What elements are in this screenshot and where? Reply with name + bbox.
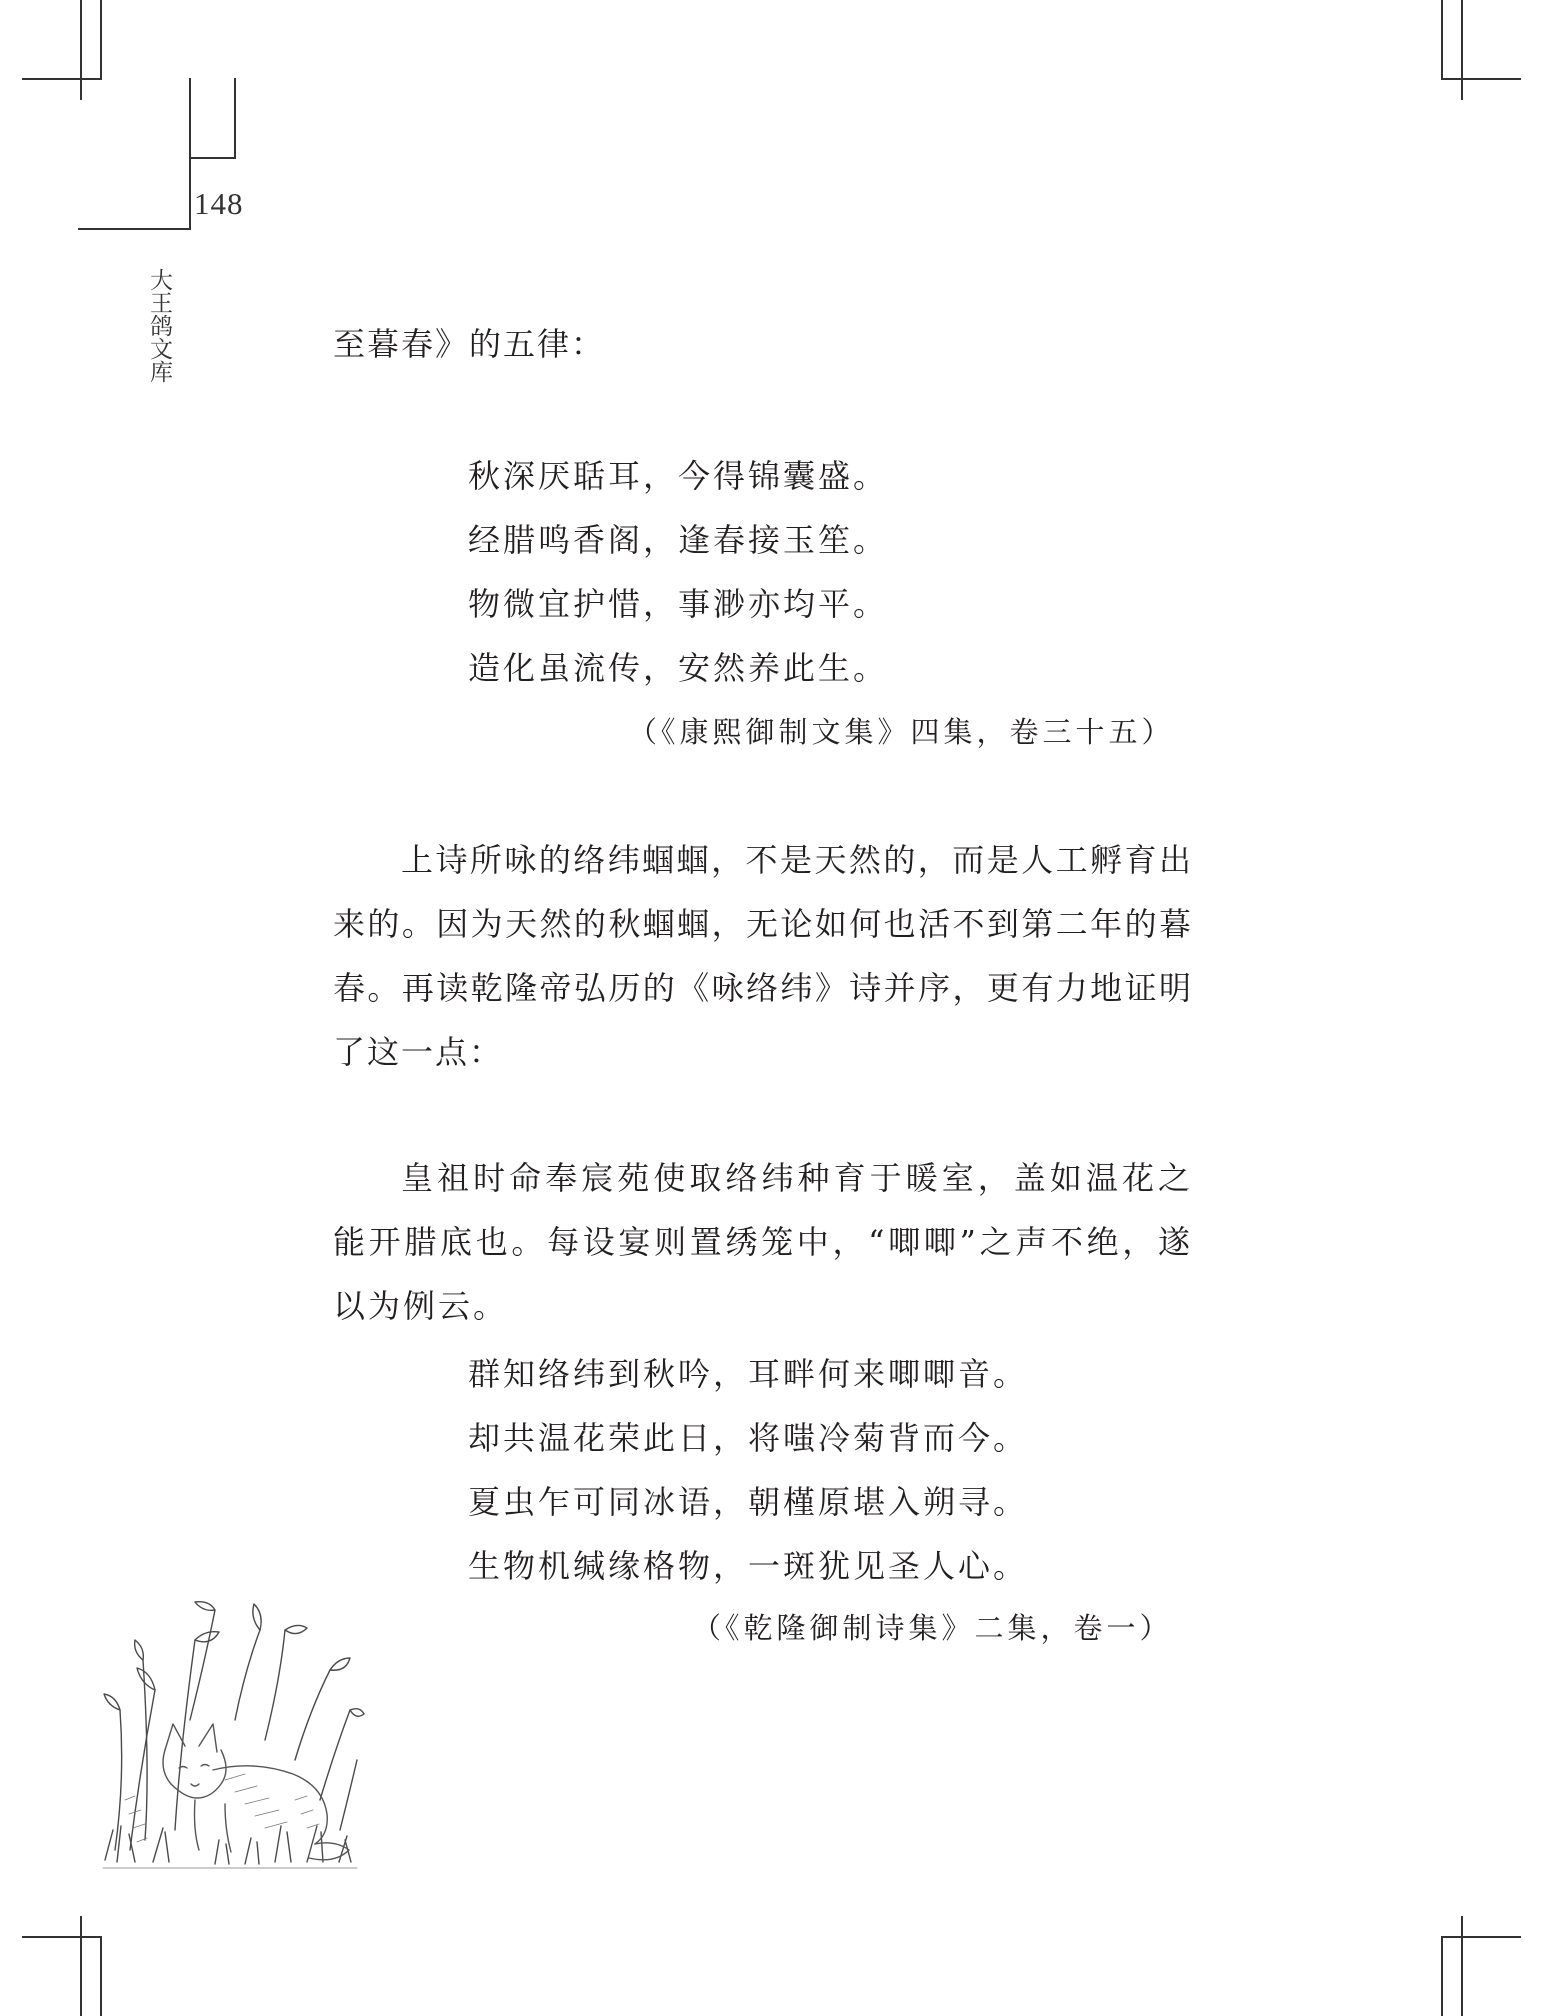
intro-line-block [333, 312, 1193, 376]
crop-mark [80, 1916, 82, 2016]
poem-line: 夏虫乍可同冰语，朝槿原堪入朔寻。 [468, 1483, 1029, 1521]
crop-mark [22, 78, 102, 80]
poem-qianlong [468, 1342, 1028, 1598]
crop-mark [100, 1936, 102, 2016]
poem-line: 群知络纬到秋吟，耳畔何来唧唧音。 [468, 1355, 1029, 1393]
preface-paragraph: 皇祖时命奉宸苑使取络纬种育于暖室，盖如温花之能开腊底也。每设宴则置绣笼中，“唧唧”之声不绝，遂以为例云。 [333, 1159, 1193, 1325]
crop-mark [1461, 1916, 1463, 2016]
body-paragraph: 上诗所咏的络纬蝈蝈，不是天然的，而是人工孵育出来的。因为天然的秋蝈蝈，无论如何也活不到第二年的暮春。再读乾隆帝弘历的《咏络纬》诗并序，更有力地证明了这一点： [333, 841, 1193, 1071]
poem-line: 造化虽流传，安然养此生。 [468, 649, 889, 687]
crop-mark [1441, 1936, 1443, 2016]
crop-mark [1461, 0, 1463, 100]
poem-source-citation: （《乾隆御制诗集》二集，卷一） [692, 1611, 1173, 1645]
crop-mark [78, 228, 191, 230]
preface-block [333, 1146, 1193, 1338]
crop-mark [1441, 78, 1521, 80]
intro-line: 至暮春》的五律： [333, 325, 606, 363]
poem-line: 物微宜护惜，事渺亦均平。 [468, 585, 889, 623]
body-paragraph-block [333, 828, 1193, 1084]
crop-mark [22, 1936, 102, 1938]
page-number: 148 [194, 186, 244, 221]
crop-mark [234, 78, 236, 158]
poem-source-citation: （《康熙御制文集》四集，卷三十五） [628, 715, 1175, 749]
fox-illustration [95, 1600, 365, 1880]
poem-kangxi [468, 444, 888, 700]
crop-mark [1441, 0, 1443, 78]
crop-mark [189, 78, 191, 158]
poem-line: 却共温花荣此日，将嗤冷菊背而今。 [468, 1419, 1029, 1457]
crop-mark [189, 157, 236, 159]
poem-line: 经腊鸣香阁，逢春接玉笙。 [468, 521, 889, 559]
poem-line: 秋深厌聒耳，今得锦囊盛。 [468, 457, 889, 495]
shading-hatching [103, 1774, 357, 1868]
crop-mark [80, 0, 82, 100]
crop-mark [100, 0, 102, 78]
crop-mark [1441, 1936, 1521, 1938]
series-title: 大王鸽文库 [146, 268, 172, 383]
crop-mark [189, 158, 191, 230]
poem-line: 生物机缄缘格物，一斑犹见圣人心。 [468, 1547, 1029, 1585]
